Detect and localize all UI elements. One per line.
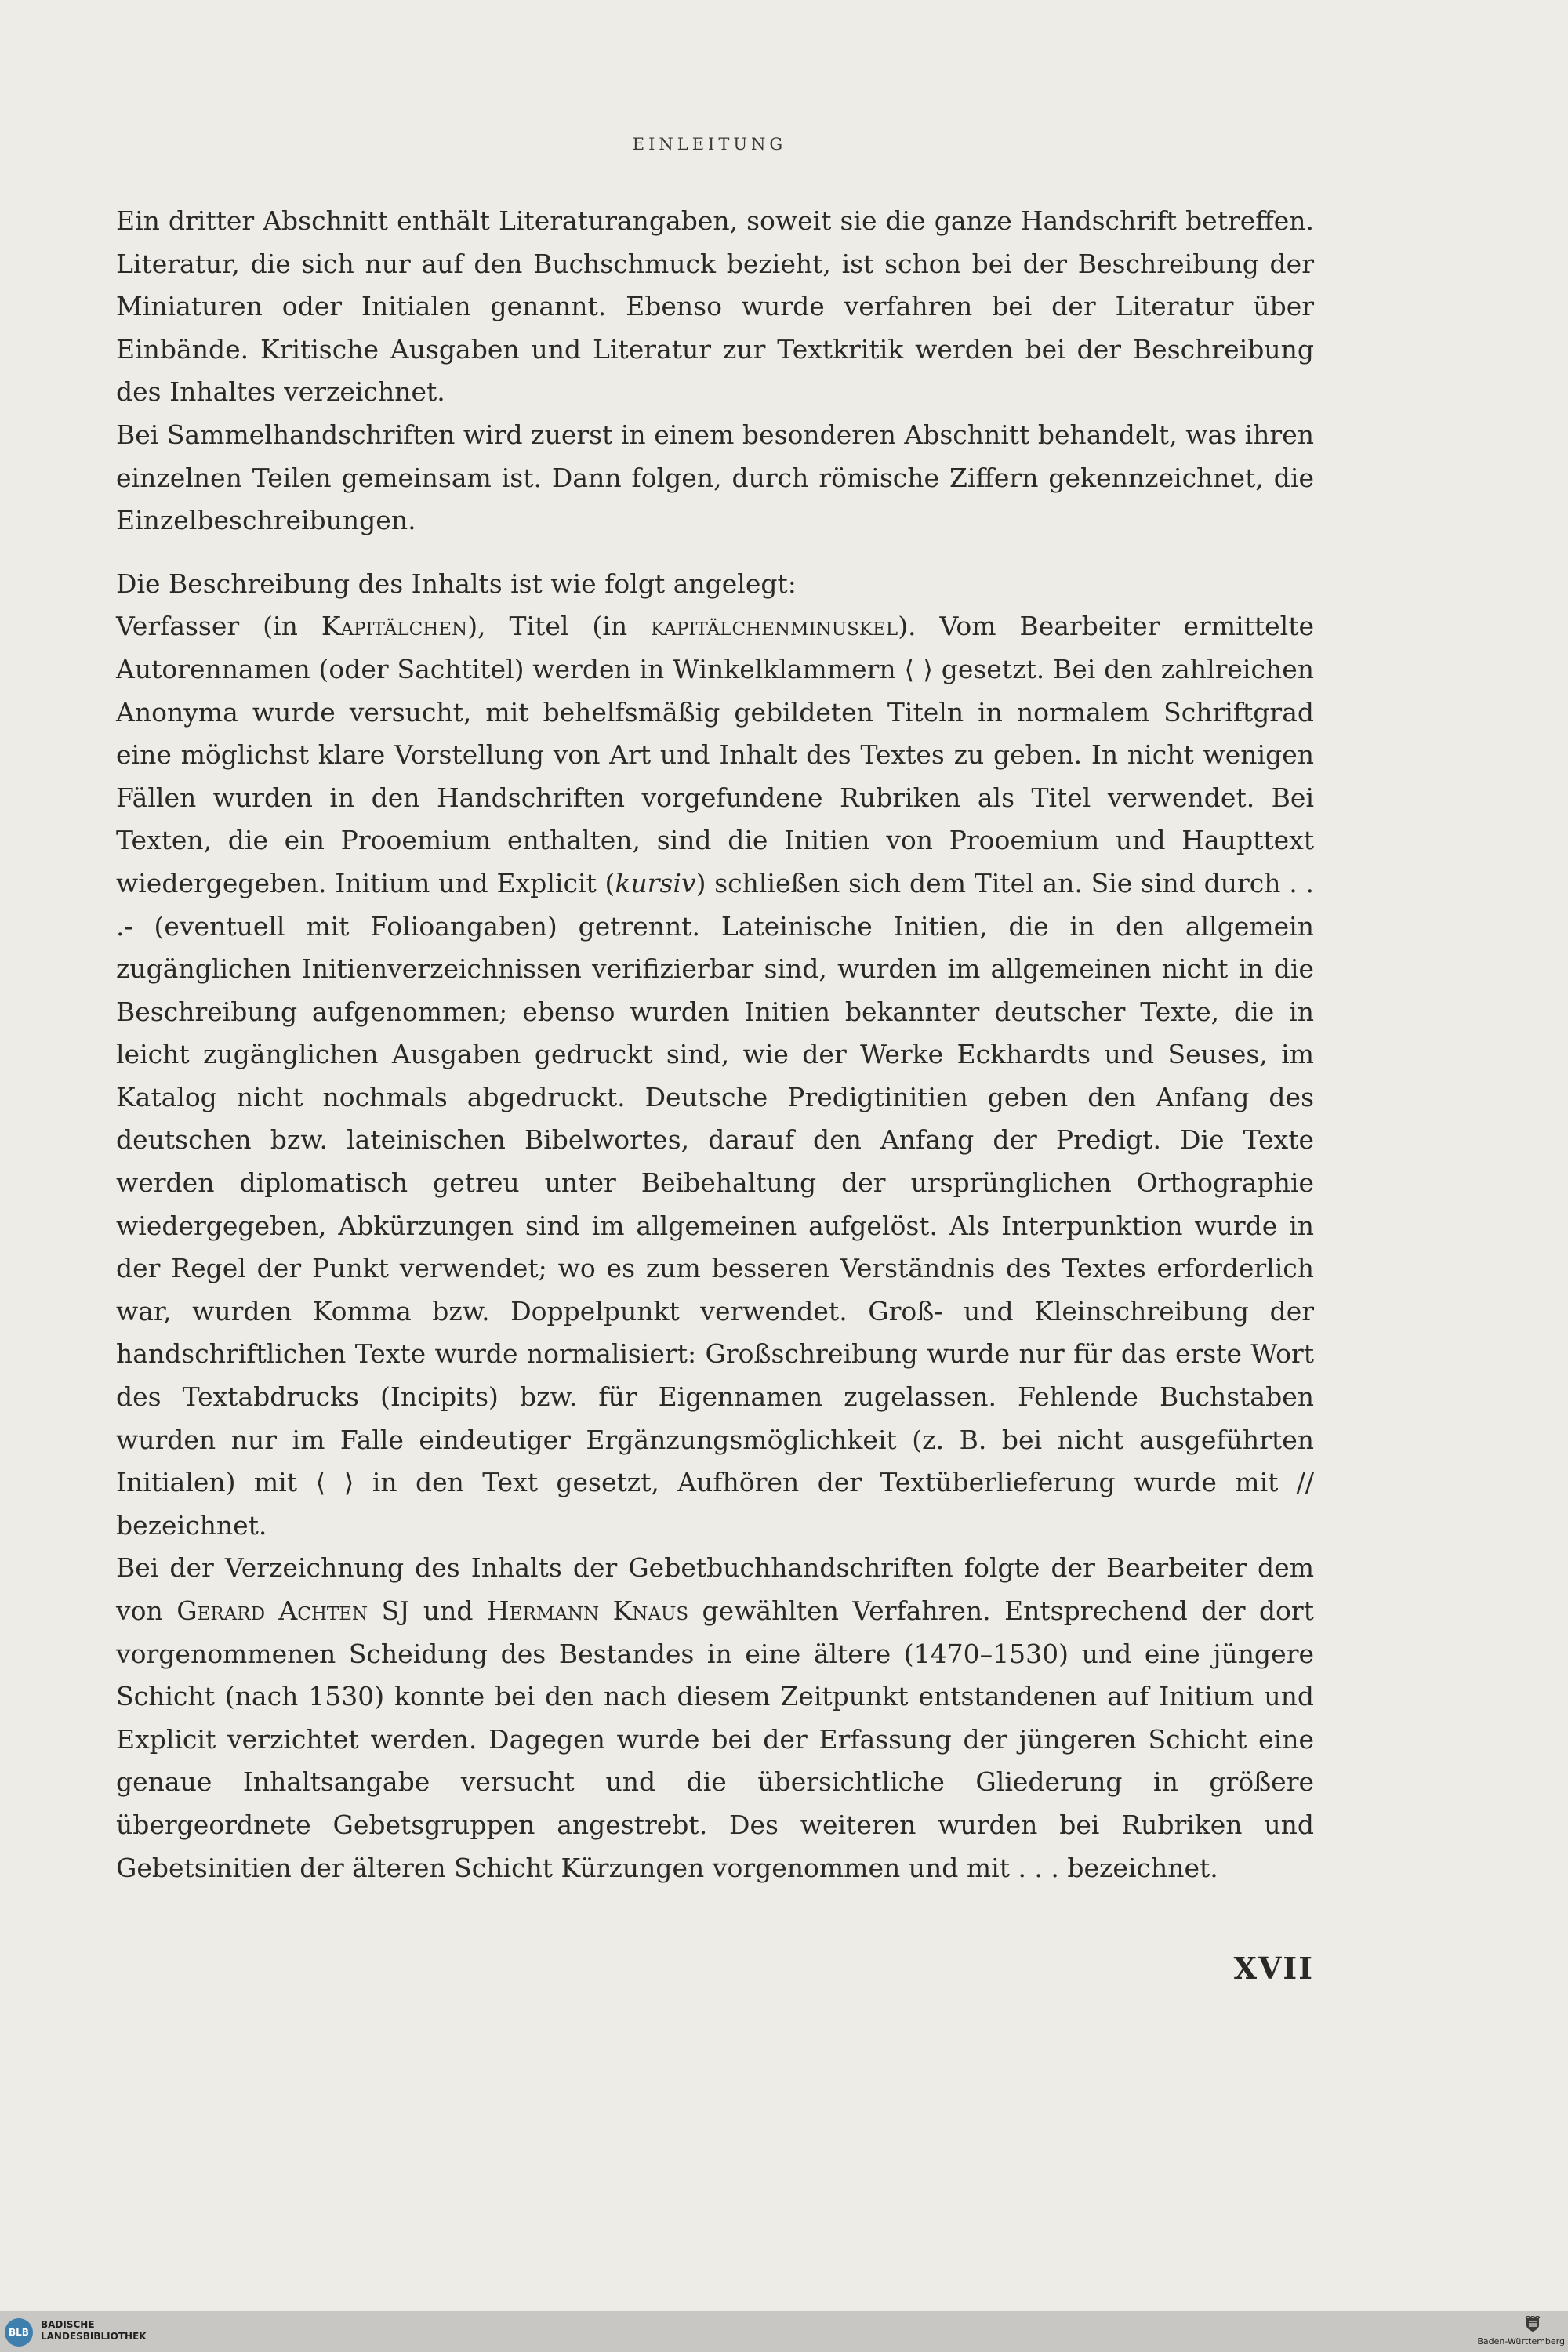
text-run: ). Vom Bearbeiter ermittelte Autorennamen (oder Sachtitel) werden in Winkelklammern ⟨ ⟩ gesetzt. Bei den zahlreichen Anonyma wurde versucht, mit behelfsmäßig gebildeten Titeln in normalem Schriftgrad eine möglichst klare Vorstellung von Art und Inhalt des Textes zu geben. In nicht wenigen Fällen wurden in den Handschriften vorgefundene Rubriken als Titel verwendet. Bei Texten, die ein Prooemium enthalten, sind die Initien von Prooemium und Haupttext wiedergegeben. Initium und Explicit (	[116, 611, 1314, 898]
small-caps-run: kapitälchenminuskel	[651, 611, 898, 642]
state-crest-icon	[1524, 2316, 1541, 2333]
paragraph-collections: Bei Sammelhandschriften wird zuerst in einem besonderen Abschnitt behandelt, was ihren einzelnen Teilen gemeinsam ist. Dann folgen, durch römische Ziffern gekennzeichnet, die Einzelbeschreibungen.	[116, 419, 1314, 536]
library-name-line2: LANDESBIBLIOTHEK	[41, 2331, 147, 2342]
library-name-line1: BADISCHE	[41, 2319, 95, 2330]
italic-run: kursiv	[615, 867, 696, 898]
library-logo-icon[interactable]: BLB	[5, 2318, 33, 2347]
paragraph-content-rules	[116, 605, 1314, 1547]
author-name: Gerard Achten SJ	[176, 1595, 410, 1626]
text-run: ), Titel (in	[467, 611, 652, 642]
paragraph-literature: Ein dritter Abschnitt enthält Literaturangaben, soweit sie die ganze Handschrift betreffen. Literatur, die sich nur auf den Buchschmuck bezieht, ist schon bei der Beschreibung der Miniaturen oder Initialen genannt. Ebenso wurde verfahren bei der Literatur über Einbände. Kritische Ausgaben und Literatur zur Textkritik werden bei der Beschreibung des Inhaltes verzeichnet.	[116, 205, 1314, 408]
text-run: und	[409, 1595, 487, 1626]
viewer-footer	[0, 2311, 1568, 2352]
text-run: ) schließen sich dem Titel an. Sie sind durch . . .- (eventuell mit Folioangaben) getrennt. Lateinische Initien, die in den allgemein zugänglichen Initienverzeichnissen verifizierbar sind, wurden im allgemeinen nicht in die Beschreibung aufgenommen; ebenso wurden Initien bekannter deutscher Texte, die in leicht zugänglichen Ausgaben gedruckt sind, wie der Werke Eckhardts und Seuses, im Katalog nicht nochmals abgedruckt. Deutsche Predigtinitien geben den Anfang des deutschen bzw. lateinischen Bibelwortes, darauf den Anfang der Predigt. Die Texte werden diplomatisch getreu unter Beibehaltung der ursprünglichen Orthographie wiedergegeben, Abkürzungen sind im allgemeinen aufgelöst. Als Interpunktion wurde in der Regel der Punkt verwendet; wo es zum besseren Verständnis des Textes erforderlich war, wurden Komma bzw. Doppelpunkt verwendet. Groß- und Kleinschreibung der handschriftlichen Texte wurde normalisiert: Großschreibung wurde nur für das erste Wort des Textabdrucks (Incipits) bzw. für Eigennamen zugelassen. Fehlende Buchstaben wurden nur im Falle eindeutiger Ergänzungsmöglichkeit (z. B. bei nicht ausgeführten Initialen) mit ⟨ ⟩ in den Text gesetzt, Aufhören der Textüberlieferung wurde mit // bezeichnet.	[116, 867, 1314, 1541]
text-run: Bei der Verzeichnung des Inhalts der Gebetbuchhandschriften folgte der Bearbeiter dem von	[116, 1552, 1314, 1626]
text-run: Verfasser (in	[116, 611, 321, 642]
text-run: gewählten Verfahren. Entsprechend der dort vorgenommenen Scheidung des Bestandes in eine ältere (1470–1530) und eine jüngere Schicht (nach 1530) konnte bei den nach diesem Zeitpunkt entstandenen auf Initium und Explicit verzichtet werden. Dagegen wurde bei der Erfassung der jüngeren Schicht eine genaue Inhaltsangabe versucht und die übersichtliche Gliederung in größere übergeordnete Gebetsgruppen angestrebt. Des weiteren wurden bei Rubriken und Gebetsinitien der älteren Schicht Kürzungen vorgenommen und mit . . . bezeichnet.	[116, 1595, 1314, 1883]
author-name: Hermann Knaus	[486, 1595, 689, 1626]
paragraph-prayer-books	[116, 1547, 1314, 1889]
running-head: EINLEITUNG	[632, 135, 787, 154]
body-text	[116, 200, 1314, 1889]
page-number: XVII	[1233, 1951, 1314, 1986]
state-label: Baden-Württemberg	[1477, 2336, 1565, 2347]
small-caps-run: Kapitälchen	[321, 611, 468, 642]
paragraph-content-intro: Die Beschreibung des Inhalts ist wie folgt angelegt:	[116, 568, 797, 599]
library-name	[41, 2319, 147, 2343]
